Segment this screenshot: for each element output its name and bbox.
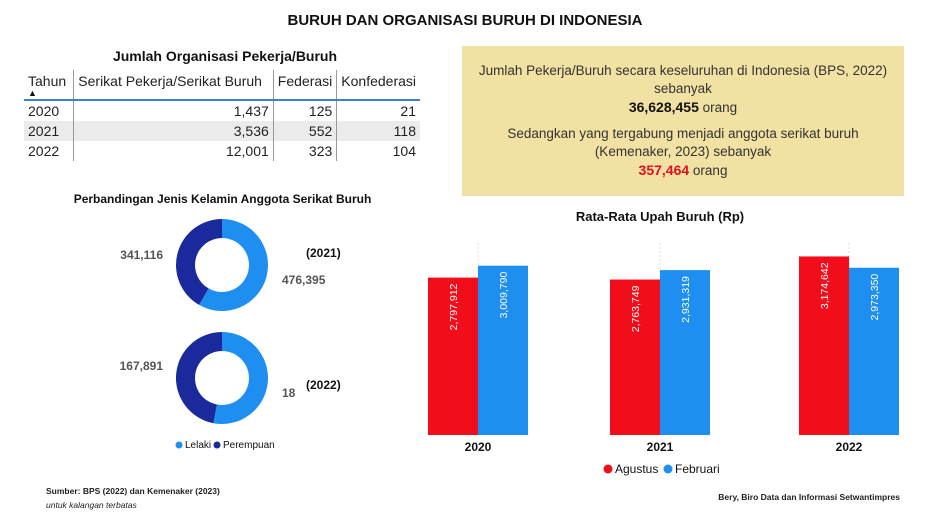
cell-federasi: 552 (273, 121, 336, 141)
bar-value-label: 2,931,319 (680, 276, 692, 323)
wage-bar-chart (410, 225, 920, 480)
donut-chart-title: Perbandingan Jenis Kelamin Anggota Serikat Buruh (73, 192, 372, 206)
sort-ascending-icon: ▲ (28, 88, 37, 98)
table-row (24, 100, 420, 121)
summary-line-3: Sedangkan yang tergabung menjadi anggota serikat buruh (507, 126, 859, 141)
members-unit: orang (692, 163, 728, 178)
page-title: BURUH DAN ORGANISASI BURUH DI INDONESIA (287, 12, 643, 29)
category-label-2022: 2022 (835, 440, 863, 454)
donut-label-perempuan: 341,116 (120, 248, 163, 262)
col-header-label: Konfederasi (341, 73, 416, 89)
cell-serikat: 1,437 (74, 100, 274, 121)
col-header-serikat[interactable] (74, 70, 274, 100)
cell-konfederasi: 21 (400, 103, 416, 119)
legend-agustus-label: Agustus (615, 462, 659, 476)
bar-value-label: 2,763,749 (630, 285, 642, 333)
col-header-tahun[interactable] (24, 70, 74, 100)
legend-lelaki-label: Lelaki (185, 440, 212, 451)
credit-note: Bery, Biro Data dan Informasi Setwantimpres (718, 492, 900, 502)
cell-konfederasi: 118 (337, 121, 420, 141)
bar-value-label: 3,009,790 (498, 271, 510, 319)
summary-line-1: Jumlah Pekerja/Buruh secara keseluruhan di Indonesia (BPS, 2022) (478, 63, 888, 78)
donut-label-lelaki: 18 (282, 386, 296, 400)
summary-line-2: sebanyak (654, 81, 712, 96)
category-label-2021: 2021 (646, 440, 674, 454)
col-header-konfederasi[interactable] (337, 70, 420, 100)
legend-februari-swatch (664, 465, 673, 474)
members-value: 357,464 (638, 162, 690, 178)
bar-chart-title: Rata-Rata Upah Buruh (Rp) (575, 209, 745, 224)
cell-serikat: 3,536 (74, 121, 274, 141)
donut-label-lelaki: 476,395 (282, 273, 326, 287)
donut-slice-perempuan[interactable] (176, 332, 222, 423)
legend-perempuan-swatch (214, 442, 221, 449)
col-header-label: Tahun (28, 73, 67, 89)
gender-donut-charts (0, 205, 440, 465)
bar-value-label: 3,174,642 (819, 262, 831, 310)
donut-label-perempuan: 167,891 (119, 359, 163, 373)
source-note: Sumber: BPS (2022) dan Kemenaker (2023) (46, 486, 220, 496)
members-total (462, 161, 904, 180)
restriction-note: untuk kalangan terbatas (46, 500, 137, 510)
table-row (24, 121, 420, 141)
legend-lelaki-swatch (176, 442, 183, 449)
legend-agustus-swatch (604, 465, 613, 474)
donut-year-label: (2022) (306, 378, 341, 392)
col-header-federasi[interactable] (273, 70, 336, 100)
cell-tahun: 2020 (24, 100, 74, 121)
org-table-title: Jumlah Organisasi Pekerja/Buruh (112, 48, 338, 64)
cell-tahun: 2022 (24, 141, 74, 161)
org-table (24, 70, 420, 161)
summary-line-4: (Kemenaker, 2023) sebanyak (594, 144, 772, 159)
legend-perempuan-label: Perempuan (223, 440, 275, 451)
cell-konfederasi: 104 (392, 143, 416, 159)
workers-total (462, 98, 904, 117)
bar-value-label: 2,797,912 (448, 283, 460, 331)
donut-year-label: (2021) (306, 246, 341, 260)
col-header-label: Serikat Pekerja/Serikat Buruh (78, 73, 262, 89)
workers-value: 36,628,455 (628, 99, 699, 115)
summary-box (462, 46, 904, 196)
legend-februari-label: Februari (675, 462, 720, 476)
cell-tahun: 2021 (24, 121, 74, 141)
category-label-2020: 2020 (464, 440, 492, 454)
cell-federasi: 125 (273, 100, 336, 121)
workers-unit: orang (702, 100, 738, 115)
col-header-label: Federasi (277, 73, 333, 89)
cell-federasi: 323 (273, 141, 336, 161)
bar-value-label: 2,973,350 (869, 273, 881, 321)
cell-serikat: 12,001 (74, 141, 274, 161)
table-row (24, 141, 420, 161)
